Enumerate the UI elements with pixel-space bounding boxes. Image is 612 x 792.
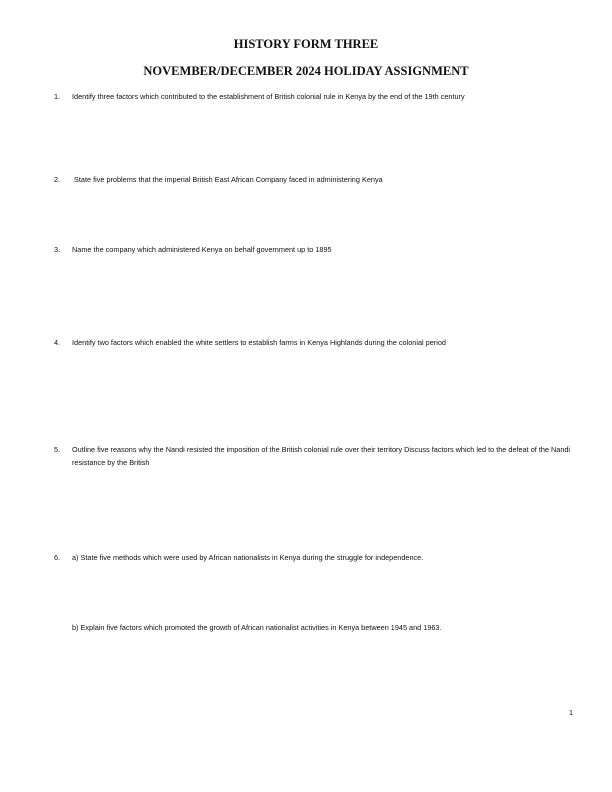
question-number: 3. — [54, 245, 61, 254]
question-text: State five problems that the imperial British East African Company faced in administering Kenya — [74, 175, 383, 184]
question-6b: b) Explain five factors which promoted the growth of African nationalist activities in Kenya between 1945 and 1963. — [72, 623, 442, 632]
question-number: 4. — [54, 338, 61, 347]
question-1 — [54, 91, 584, 104]
question-6 — [54, 552, 584, 565]
question-3 — [54, 244, 584, 257]
page-number: 1 — [569, 708, 574, 717]
document-subtitle: NOVEMBER/DECEMBER 2024 HOLIDAY ASSIGNMENT — [143, 64, 469, 78]
question-number: 2. — [54, 175, 61, 184]
question-number: 1. — [54, 92, 61, 101]
question-text: a) State five methods which were used by African nationalists in Kenya during the struggle for independence. — [72, 553, 424, 562]
question-number: 5. — [54, 445, 61, 454]
question-number: 6. — [54, 553, 61, 562]
question-text: Identify three factors which contributed to the establishment of British colonial rule in Kenya by the end of the 19th century — [72, 92, 465, 101]
question-text: Outline five reasons why the Nandi resisted the imposition of the British colonial rule over their territory Discuss factors which led to the defeat of the Nandi resistance by the British — [72, 445, 571, 467]
question-4 — [54, 337, 584, 350]
document-title: HISTORY FORM THREE — [233, 37, 379, 51]
question-2 — [54, 174, 584, 187]
question-text: Identify two factors which enabled the white settlers to establish farms in Kenya Highlands during the colonial period — [72, 338, 446, 347]
question-5 — [54, 444, 584, 469]
question-text: Name the company which administered Kenya on behalf government up to 1895 — [72, 245, 332, 254]
